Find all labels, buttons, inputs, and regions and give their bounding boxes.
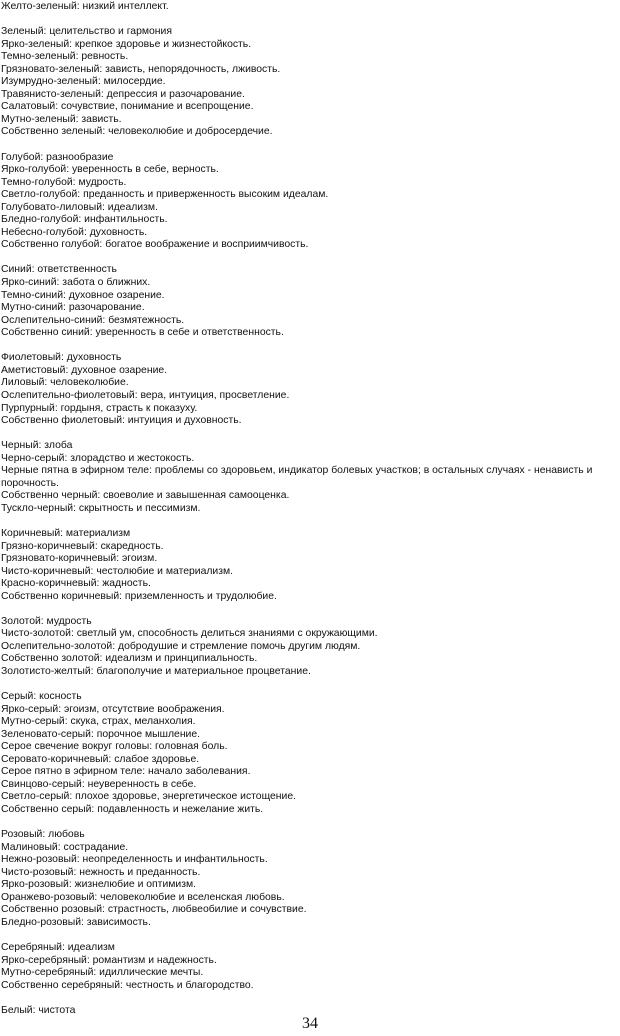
text-line: Черные пятна в эфирном теле: проблемы со здоровьем, индикатор болевых участков; в остальных случаях - ненависть и порочность. bbox=[1, 465, 593, 489]
text-line: Желто-зеленый: низкий интеллект. bbox=[1, 1, 169, 12]
blank-line bbox=[1, 515, 619, 528]
blank-line bbox=[1, 603, 619, 616]
text-line: Голубовато-лиловый: идеализм. bbox=[1, 201, 158, 213]
text-line: Мутно-серый: скука, страх, меланхолия. bbox=[1, 716, 196, 728]
text-line: Ослепительно-синий: безмятежность. bbox=[1, 314, 185, 326]
text-line: Малиновый: сострадание. bbox=[1, 841, 129, 853]
text-line: Собственно синий: уверенность в себе и ответственность. bbox=[1, 327, 284, 339]
text-line: Собственно розовый: страстность, любвеобилие и сочувствие. bbox=[1, 904, 307, 916]
text-line: Мутно-серебряный: идиллические мечты. bbox=[1, 967, 204, 979]
text-line: Зеленовато-серый: порочное мышление. bbox=[1, 728, 201, 740]
text-line: Синий: ответственность bbox=[1, 264, 117, 276]
text-line: Пурпурный: гордыня, страсть к показуху. bbox=[1, 402, 198, 414]
text-line: Грязновато-зеленый: зависть, непорядочность, лживость. bbox=[1, 63, 281, 75]
blank-line bbox=[1, 929, 619, 942]
text-line: Ослепительно-золотой: добродушие и стремление помочь другим людям. bbox=[1, 640, 361, 652]
text-line: Изумрудно-зеленый: милосердие. bbox=[1, 76, 166, 88]
text-line: Розовый: любовь bbox=[1, 829, 85, 841]
text-line: Ярко-синий: забота о ближних. bbox=[1, 277, 151, 289]
text-line: Аметистовый: духовное озарение. bbox=[1, 364, 168, 376]
text-line: Золотисто-желтый: благополучие и материальное процветание. bbox=[1, 665, 311, 677]
text-line: Собственно серебряный: честность и благородство. bbox=[1, 979, 254, 991]
document-text bbox=[1, 1, 619, 1017]
text-line: Собственно голубой: богатое воображение и восприимчивость. bbox=[1, 239, 309, 251]
text-line: Грязно-коричневый: скаредность. bbox=[1, 540, 164, 552]
text-line: Нежно-розовый: неопределенность и инфантильность. bbox=[1, 854, 268, 866]
text-line: Лиловый: человеколюбие. bbox=[1, 377, 129, 389]
text-line: Ярко-голубой: уверенность в себе, верность. bbox=[1, 164, 219, 176]
text-line: Чисто-коричневый: честолюбие и материализм. bbox=[1, 565, 234, 577]
text-line: Мутно-зеленый: зависть. bbox=[1, 113, 122, 125]
text-line: Собственно серый: подавленность и нежелание жить. bbox=[1, 804, 264, 815]
blank-line bbox=[1, 139, 619, 152]
blank-line bbox=[1, 340, 619, 353]
page-number: 34 bbox=[302, 1015, 318, 1032]
text-line: Грязновато-коричневый: эгоизм. bbox=[1, 553, 158, 565]
text-line: Небесно-голубой: духовность. bbox=[1, 226, 148, 238]
text-line: Серовато-коричневый: слабое здоровье. bbox=[1, 753, 200, 765]
blank-line bbox=[1, 992, 619, 1005]
text-line: Собственно золотой: идеализм и принципиальность. bbox=[1, 653, 258, 665]
text-line: Темно-зеленый: ревность. bbox=[1, 51, 129, 63]
text-line: Мутно-синий: разочарование. bbox=[1, 302, 145, 314]
text-line: Светло-серый: плохое здоровье, энергетическое истощение. bbox=[1, 791, 296, 803]
text-line: Фиолетовый: духовность bbox=[1, 352, 122, 364]
text-line: Темно-голубой: мудрость. bbox=[1, 176, 127, 188]
text-line: Ярко-зеленый: крепкое здоровье и жизнестойкость. bbox=[1, 38, 252, 50]
text-line: Ярко-серебряный: романтизм и надежность. bbox=[1, 954, 217, 966]
blank-line bbox=[1, 428, 619, 441]
text-line: Черно-серый: злорадство и жестокость. bbox=[1, 452, 195, 464]
text-line: Салатовый: сочувствие, понимание и всепрощение. bbox=[1, 101, 254, 113]
text-line: Собственно черный: своеволие и завышенная самооценка. bbox=[1, 490, 290, 502]
text-line: Серебряный: идеализм bbox=[1, 942, 115, 954]
text-line: Темно-синий: духовное озарение. bbox=[1, 289, 165, 301]
text-line: Белый: чистота bbox=[1, 1004, 76, 1016]
text-line: Зеленый: целительство и гармония bbox=[1, 26, 172, 38]
text-line: Собственно зеленый: человеколюбие и добросердечие. bbox=[1, 126, 273, 138]
text-line: Тускло-черный: скрытность и пессимизм. bbox=[1, 502, 201, 514]
text-line: Ярко-розовый: жизнелюбие и оптимизм. bbox=[1, 879, 196, 891]
text-line: Красно-коричневый: жадность. bbox=[1, 578, 151, 590]
blank-line bbox=[1, 817, 619, 830]
text-line: Голубой: разнообразие bbox=[1, 151, 114, 163]
text-line: Серое свечение вокруг головы: головная боль. bbox=[1, 741, 228, 753]
text-line: Золотой: мудрость bbox=[1, 615, 92, 627]
text-line: Светло-голубой: преданность и приверженность высоким идеалам. bbox=[1, 189, 329, 201]
blank-line bbox=[1, 679, 619, 692]
text-line: Ослепительно-фиолетовый: вера, интуиция, просветление. bbox=[1, 389, 290, 401]
text-line: Свинцово-серый: неуверенность в себе. bbox=[1, 778, 197, 790]
text-line: Бледно-розовый: зависимость. bbox=[1, 916, 151, 928]
text-line: Серый: косность bbox=[1, 691, 82, 703]
blank-line bbox=[1, 14, 619, 27]
text-line: Чисто-золотой: светлый ум, способность делиться знаниями с окружающими. bbox=[1, 628, 378, 640]
text-line: Серое пятно в эфирном теле: начало заболевания. bbox=[1, 766, 251, 778]
text-line: Черный: злоба bbox=[1, 440, 73, 452]
text-line: Собственно коричневый: приземленность и трудолюбие. bbox=[1, 590, 277, 602]
text-line: Ярко-серый: эгоизм, отсутствие воображения. bbox=[1, 703, 225, 715]
text-line: Оранжево-розовый: человеколюбие и вселенская любовь. bbox=[1, 891, 285, 903]
text-line: Бледно-голубой: инфантильность. bbox=[1, 214, 168, 226]
text-line: Чисто-розовый: нежность и преданность. bbox=[1, 866, 201, 878]
text-line: Собственно фиолетовый: интуиция и духовность. bbox=[1, 415, 242, 427]
text-line: Коричневый: материализм bbox=[1, 527, 131, 539]
blank-line bbox=[1, 252, 619, 265]
text-line: Травянисто-зеленый: депрессия и разочарование. bbox=[1, 88, 245, 100]
